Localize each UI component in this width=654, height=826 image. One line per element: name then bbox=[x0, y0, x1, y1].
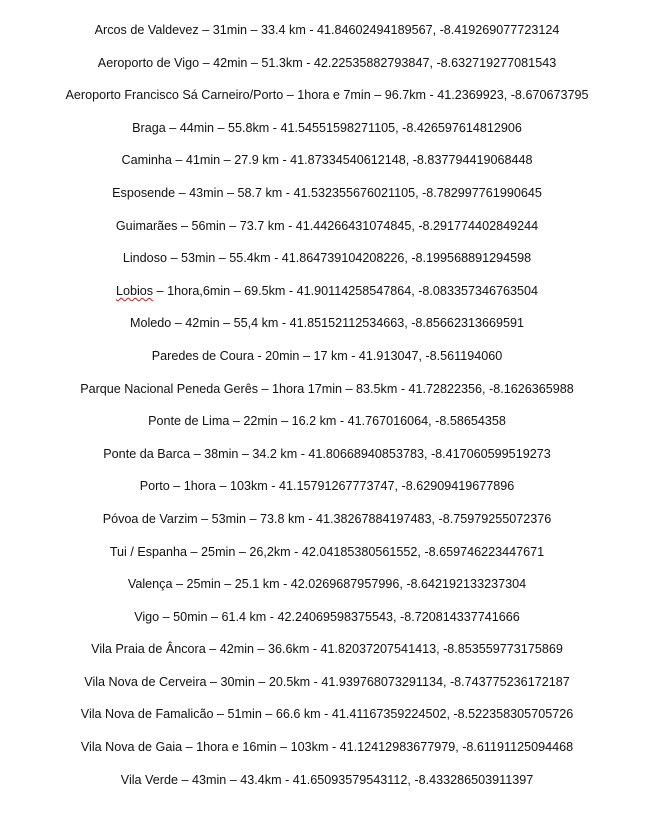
destination-line: Aeroporto Francisco Sá Carneiro/Porto – 1hora e 7min – 96.7km - 41.2369923, -8.670673795 bbox=[65, 88, 589, 103]
destination-line: Vila Nova de Gaia – 1hora e 16min – 103km - 41.12412983677979, -8.61191125094468 bbox=[80, 740, 574, 755]
destination-line: Paredes de Coura - 20min – 17 km - 41.913047, -8.561194060 bbox=[151, 348, 503, 363]
destination-line: Valença – 25min – 25.1 km - 42.0269687957996, -8.642192133237304 bbox=[127, 577, 527, 592]
destination-line: Lindoso – 53min – 55.4km - 41.864739104208226, -8.199568891294598 bbox=[122, 251, 532, 266]
destination-line: Ponte da Barca – 38min – 34.2 km - 41.80668940853783, -8.417060599519273 bbox=[103, 446, 551, 461]
destination-line: Braga – 44min – 55.8km - 41.54551598271105, -8.426597614812906 bbox=[132, 120, 522, 135]
destination-line: Moledo – 42min – 55,4 km - 41.85152112534663, -8.85662313669591 bbox=[130, 316, 524, 331]
destination-line: Aeroporto de Vigo – 42min – 51.3km - 42.22535882793847, -8.632719277081543 bbox=[97, 55, 557, 70]
destination-line: Vila Praia de Âncora – 42min – 36.6km - 41.82037207541413, -8.853559773175869 bbox=[91, 642, 563, 657]
destination-line: Caminha – 41min – 27.9 km - 41.87334540612148, -8.837794419068448 bbox=[121, 153, 533, 168]
destination-line: Póvoa de Varzim – 53min – 73.8 km - 41.38267884197483, -8.75979255072376 bbox=[102, 511, 552, 526]
destination-line: Porto – 1hora – 103km - 41.15791267773747, -8.62909419677896 bbox=[139, 479, 515, 494]
destination-line: Vila Nova de Famalicão – 51min – 66.6 km - 41.41167359224502, -8.522358305705726 bbox=[80, 707, 574, 722]
destination-line bbox=[0, 281, 654, 314]
destination-line: Vigo – 50min – 61.4 km - 42.24069598375543, -8.720814337741666 bbox=[134, 609, 520, 624]
spellcheck-word[interactable]: Lobios bbox=[115, 283, 154, 298]
destination-list bbox=[0, 20, 654, 802]
destination-line: Parque Nacional Peneda Gerês – 1hora 17min – 83.5km - 41.72822356, -8.1626365988 bbox=[80, 381, 574, 396]
destination-line: Vila Verde – 43min – 43.4km - 41.65093579543112, -8.433286503911397 bbox=[120, 772, 534, 787]
destination-line: Esposende – 43min – 58.7 km - 41.532355676021105, -8.782997761990645 bbox=[112, 185, 542, 200]
destination-line: Tui / Espanha – 25min – 26,2km - 42.04185380561552, -8.659746223447671 bbox=[109, 544, 545, 559]
destination-line: Guimarães – 56min – 73.7 km - 41.44266431074845, -8.291774402849244 bbox=[115, 218, 539, 233]
destination-line: Arcos de Valdevez – 31min – 33.4 km - 41.84602494189567, -8.419269077723124 bbox=[94, 23, 560, 37]
destination-line-rest: – 1hora,6min – 69.5km - 41.90114258547864, -8.083357346763504 bbox=[153, 283, 538, 298]
destination-line: Vila Nova de Cerveira – 30min – 20.5km - 41.939768073291134, -8.743775236172187 bbox=[84, 674, 570, 689]
destination-line: Ponte de Lima – 22min – 16.2 km - 41.767016064, -8.58654358 bbox=[148, 414, 506, 429]
